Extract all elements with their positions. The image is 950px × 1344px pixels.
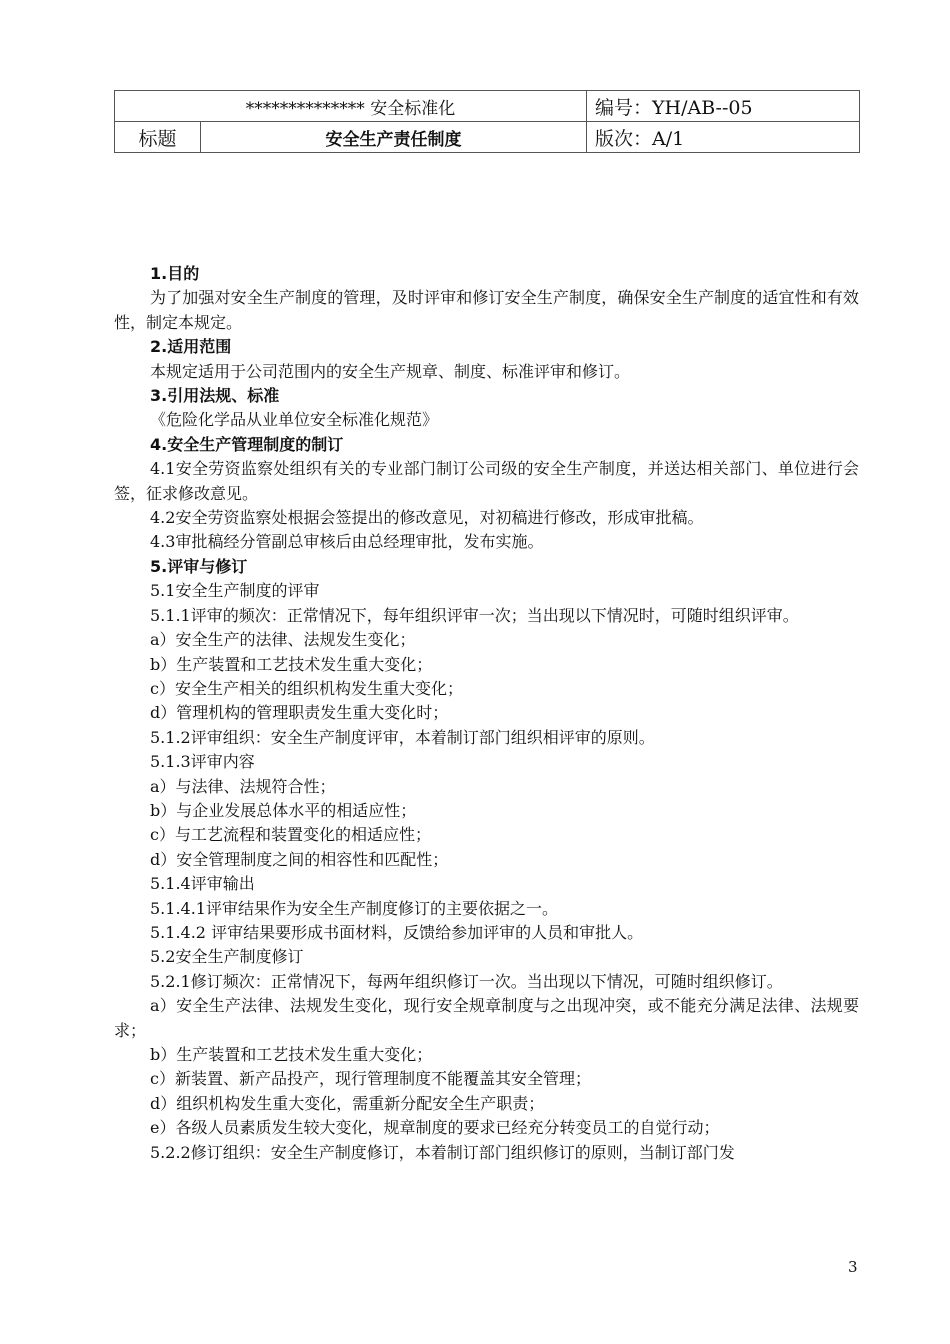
body-paragraph: b）生产装置和工艺技术发生重大变化； (150, 1045, 433, 1064)
body-paragraph: 4.3审批稿经分管副总审核后由总经理审批，发布实施。 (150, 532, 544, 552)
body-paragraph: 本规定适用于公司范围内的安全生产规章、制度、标准评审和修订。 (150, 361, 631, 381)
body-paragraph: 5.1安全生产制度的评审 (150, 581, 320, 601)
body-paragraph: 5.1.3评审内容 (150, 752, 255, 772)
body-paragraph: a）与法律、法规符合性； (150, 776, 336, 796)
document-header-table (114, 90, 860, 153)
body-paragraph: c）新装置、新产品投产，现行管理制度不能覆盖其安全管理； (150, 1069, 591, 1089)
document-title: 安全生产责任制度 (201, 122, 587, 153)
body-paragraph: 5.1.4.2 评审结果要形成书面材料，反馈给参加评审的人员和审批人。 (150, 922, 644, 942)
doc-number: 编号：YH/AB--05 (587, 91, 860, 122)
company-name: ************** 安全标准化 (115, 91, 587, 122)
section-heading: 3.引用法规、标准 (150, 386, 280, 406)
body-paragraph: 5.1.2评审组织：安全生产制度评审，本着制订部门组织相评审的原则。 (150, 727, 655, 747)
body-paragraph: d）管理机构的管理职责发生重大变化时； (150, 703, 449, 723)
section-heading: 5.评审与修订 (150, 556, 248, 576)
document-body (114, 262, 859, 1165)
body-paragraph: b）生产装置和工艺技术发生重大变化； (150, 654, 433, 674)
body-paragraph: c）安全生产相关的组织机构发生重大变化； (150, 678, 463, 698)
body-paragraph: a）安全生产法律、法规发生变化，现行安全规章制度与之出现冲突，或不能充分满足法律、法规要求； (114, 996, 859, 1040)
body-paragraph: 5.2.2修订组织：安全生产制度修订，本着制订部门组织修订的原则，当制订部门发 (150, 1142, 735, 1162)
body-paragraph: e）各级人员素质发生较大变化，规章制度的要求已经充分转变员工的自觉行动； (150, 1118, 720, 1138)
body-paragraph: 为了加强对安全生产制度的管理，及时评审和修订安全生产制度，确保安全生产制度的适宜性和有效性，制定本规定。 (114, 288, 859, 332)
body-paragraph: 5.1.4评审输出 (150, 874, 255, 894)
title-label: 标题 (115, 122, 201, 153)
body-paragraph: 5.1.4.1评审结果作为安全生产制度修订的主要依据之一。 (150, 898, 558, 918)
header-row-2 (115, 122, 860, 153)
section-heading: 1.目的 (150, 264, 200, 283)
body-paragraph: 《危险化学品从业单位安全标准化规范》 (150, 410, 439, 430)
body-paragraph: 5.2.1修订频次：正常情况下，每两年组织修订一次。当出现以下情况，可随时组织修订。 (150, 971, 783, 991)
body-paragraph: 4.2安全劳资监察处根据会签提出的修改意见，对初稿进行修改，形成审批稿。 (150, 508, 704, 528)
header-row-1 (115, 91, 860, 122)
body-paragraph: b）与企业发展总体水平的相适应性； (150, 800, 417, 820)
body-paragraph: d）安全管理制度之间的相容性和匹配性； (150, 849, 449, 869)
body-paragraph: 4.1安全劳资监察处组织有关的专业部门制订公司级的安全生产制度，并送达相关部门、单位进行会签，征求修改意见。 (114, 459, 859, 503)
body-paragraph: d）组织机构发生重大变化，需重新分配安全生产职责； (150, 1093, 545, 1113)
body-paragraph: c）与工艺流程和装置变化的相适应性； (150, 825, 431, 845)
section-heading: 2.适用范围 (150, 337, 232, 357)
body-paragraph: 5.1.1评审的频次：正常情况下，每年组织评审一次；当出现以下情况时，可随时组织评审。 (150, 605, 799, 625)
page-number: 3 (848, 1258, 858, 1276)
body-paragraph: a）安全生产的法律、法规发生变化； (150, 630, 416, 650)
body-paragraph: 5.2安全生产制度修订 (150, 947, 304, 967)
section-heading: 4.安全生产管理制度的制订 (150, 434, 344, 454)
version-number: 版次：A/1 (587, 122, 860, 153)
